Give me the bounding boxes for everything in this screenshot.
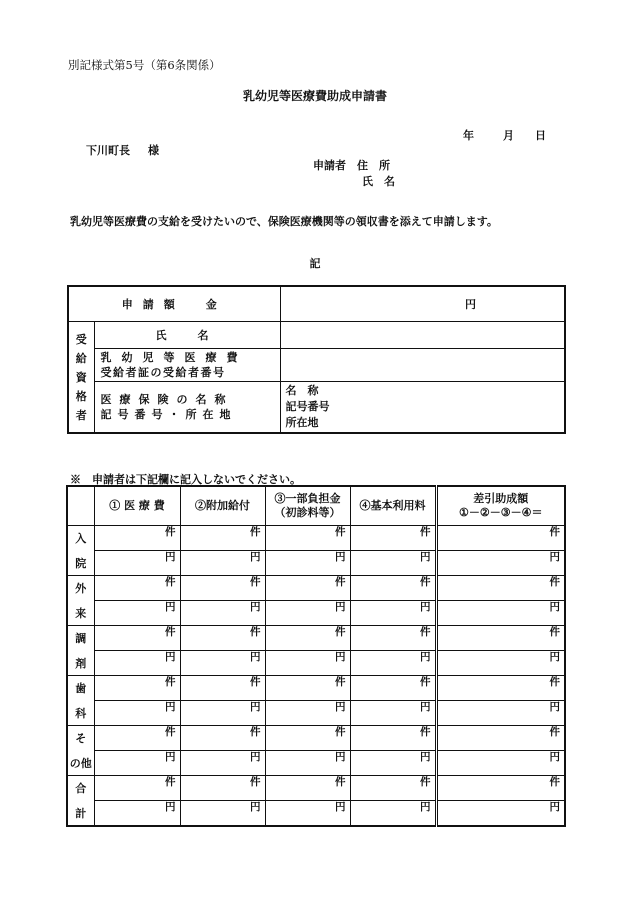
amount-cell: 円	[180, 651, 265, 676]
row-label: の他	[67, 751, 94, 776]
calculation-table	[66, 485, 566, 827]
amount-yen: 円	[280, 286, 565, 322]
insurance-label: 医療保険の名称 記号番号・所在地	[94, 382, 280, 434]
amount-cell: 円	[180, 551, 265, 576]
amount-cell: 円	[436, 751, 565, 776]
amount-cell: 円	[436, 651, 565, 676]
amount-cell: 円	[265, 701, 350, 726]
amount-cell: 件	[436, 626, 565, 651]
application-statement: 乳幼児等医療費の支給を受けたいので、保険医療機関等の領収書を添えて申請します。	[70, 215, 498, 228]
amount-cell: 件	[350, 726, 436, 751]
amount-cell: 件	[265, 676, 350, 701]
row-label: 剤	[67, 651, 94, 676]
row-label: そ	[67, 726, 94, 751]
date-month: 月	[503, 129, 514, 142]
recipient-vertical-label: 受給資格者	[68, 322, 94, 434]
amount-cell: 円	[350, 551, 436, 576]
amount-cell: 円	[180, 801, 265, 827]
amount-cell: 件	[180, 626, 265, 651]
amount-cell: 件	[265, 726, 350, 751]
amount-cell: 件	[265, 526, 350, 551]
amount-cell: 件	[180, 726, 265, 751]
amount-cell: 件	[94, 676, 180, 701]
header-col-2: ②附加給付	[180, 486, 265, 526]
amount-cell: 件	[94, 776, 180, 801]
applicant-address-line	[313, 157, 390, 173]
amount-cell: 円	[94, 651, 180, 676]
amount-cell: 円	[265, 801, 350, 827]
cert-number-field	[280, 349, 565, 382]
amount-cell: 件	[265, 626, 350, 651]
insurance-field	[280, 382, 565, 434]
amount-cell: 件	[436, 576, 565, 601]
amount-cell: 円	[180, 601, 265, 626]
row-label: 計	[67, 801, 94, 827]
amount-cell: 円	[180, 701, 265, 726]
amount-cell: 円	[265, 601, 350, 626]
amount-cell: 件	[350, 776, 436, 801]
amount-cell: 件	[350, 676, 436, 701]
amount-cell: 円	[180, 751, 265, 776]
amount-cell: 件	[436, 676, 565, 701]
amount-cell: 円	[350, 701, 436, 726]
header-col-1: ① 医 療 費	[94, 486, 180, 526]
form-number: 別記様式第5号（第6条関係）	[68, 58, 221, 72]
addressee-name: 下川町長	[86, 144, 130, 157]
amount-cell: 件	[94, 576, 180, 601]
applicant-name-label: 氏 名	[362, 175, 395, 188]
amount-cell: 件	[94, 626, 180, 651]
amount-cell: 円	[350, 651, 436, 676]
addressee-honorific: 様	[148, 144, 159, 157]
row-label: 入	[67, 526, 94, 551]
date-day: 日	[535, 129, 546, 142]
amount-cell: 件	[350, 626, 436, 651]
applicant-address-label: 住 所	[357, 159, 390, 172]
document-title: 乳幼児等医療費助成申請書	[242, 89, 387, 103]
addressee	[86, 142, 159, 158]
amount-cell: 件	[436, 526, 565, 551]
amount-cell: 件	[350, 576, 436, 601]
insurance-name-label: 名 称	[285, 384, 319, 397]
amount-cell: 円	[94, 751, 180, 776]
amount-cell: 件	[436, 726, 565, 751]
row-label: 合	[67, 776, 94, 801]
amount-cell: 件	[180, 676, 265, 701]
row-label: 調	[67, 626, 94, 651]
request-table	[67, 285, 566, 434]
row-label: 科	[67, 701, 94, 726]
cert-number-label: 乳幼児等医療費 受給者証の受給者番号	[94, 349, 280, 382]
amount-cell: 件	[94, 726, 180, 751]
header-col-5: 差引助成額 ①－②－③－④＝	[436, 486, 565, 526]
amount-cell: 円	[350, 751, 436, 776]
ki-heading: 記	[309, 257, 321, 270]
amount-cell: 円	[94, 551, 180, 576]
insurance-address-label: 所在地	[285, 416, 319, 429]
amount-cell: 件	[180, 576, 265, 601]
amount-cell: 円	[436, 551, 565, 576]
header-col-4: ④基本利用料	[350, 486, 436, 526]
amount-cell: 円	[350, 601, 436, 626]
amount-cell: 件	[180, 526, 265, 551]
row-label: 歯	[67, 676, 94, 701]
amount-cell: 円	[94, 701, 180, 726]
amount-cell: 円	[94, 801, 180, 827]
amount-label: 申請額 金	[68, 286, 280, 322]
row-label: 院	[67, 551, 94, 576]
amount-cell: 円	[265, 551, 350, 576]
amount-cell: 円	[436, 601, 565, 626]
amount-cell: 円	[94, 601, 180, 626]
header-col-3: ③一部負担金 （初診料等）	[265, 486, 350, 526]
date-year: 年	[463, 129, 474, 142]
amount-cell: 件	[94, 526, 180, 551]
amount-cell: 件	[436, 776, 565, 801]
amount-cell: 件	[265, 576, 350, 601]
amount-cell: 件	[265, 776, 350, 801]
row-label: 来	[67, 601, 94, 626]
amount-cell: 円	[436, 701, 565, 726]
corner-cell	[67, 486, 94, 526]
amount-cell: 円	[350, 801, 436, 827]
row-label: 外	[67, 576, 94, 601]
amount-cell: 件	[350, 526, 436, 551]
amount-cell: 件	[180, 776, 265, 801]
applicant-label: 申請者	[313, 159, 346, 172]
name-label: 氏 名	[94, 322, 280, 349]
name-field	[280, 322, 565, 349]
amount-cell: 円	[436, 801, 565, 827]
amount-cell: 円	[265, 651, 350, 676]
date-line	[463, 127, 546, 143]
insurance-number-label: 記号番号	[285, 400, 330, 413]
office-use-note: ※ 申請者は下記欄に記入しないでください。	[70, 473, 301, 486]
amount-cell: 円	[265, 751, 350, 776]
